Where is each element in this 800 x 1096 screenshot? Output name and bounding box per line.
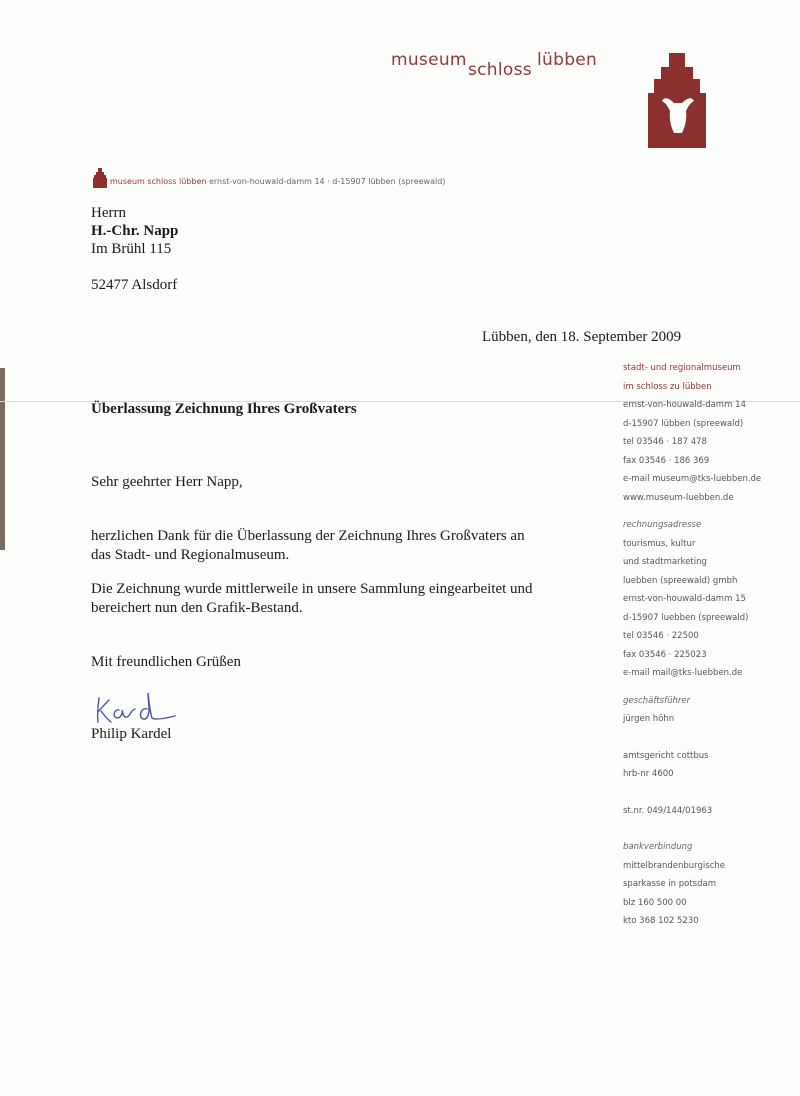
letter-closing: Mit freundlichen Grüßen [91, 654, 241, 670]
sidebar-manager-name: jürgen höhn [623, 714, 675, 724]
sidebar-billing-line: fax 03546 · 225023 [623, 649, 707, 660]
sidebar-line: e-mail museum@tks-luebben.de [623, 474, 762, 484]
sidebar-bank-line: mittelbrandenburgische [623, 860, 725, 871]
sidebar-billing-line: luebben (spreewald) gmbh [623, 575, 738, 586]
small-castle-icon [93, 168, 107, 188]
signatory-name: Philip Kardel [91, 726, 172, 742]
sidebar-billing-heading: rechnungsadresse [623, 520, 702, 530]
sidebar-tax-number: st.nr. 049/144/01963 [623, 805, 713, 816]
castle-logo-icon [648, 53, 706, 148]
sidebar-line: im schloss zu lübben [623, 381, 712, 392]
logo-word-museum: museum [391, 50, 467, 70]
sidebar-billing-line: d-15907 luebben (spreewald) [623, 612, 749, 623]
sidebar-line: tel 03546 · 187 478 [623, 437, 707, 447]
sidebar-line: www.museum-luebben.de [623, 492, 734, 503]
sidebar-line: fax 03546 · 186 369 [623, 455, 710, 466]
letter-subject: Überlassung Zeichnung Ihres Großvaters [91, 401, 357, 417]
logo-word-luebben: lübben [537, 50, 598, 70]
sidebar-line: d-15907 lübben (spreewald) [623, 418, 744, 429]
signature-mark [93, 690, 178, 726]
sidebar-line: stadt- und regionalmuseum [623, 363, 741, 373]
letter-greeting: Sehr geehrter Herr Napp, [91, 474, 243, 490]
sidebar-manager-heading: geschäftsführer [623, 695, 691, 706]
sidebar-line: ernst-von-houwald-damm 14 [623, 400, 746, 410]
sidebar-billing-line: tel 03546 · 22500 [623, 631, 699, 641]
sidebar-billing-line: tourismus, kultur [623, 538, 696, 549]
sidebar-bank-blz: blz 160 500 00 [623, 897, 687, 908]
paragraph-1-line-2: das Stadt- und Regionalmuseum. [91, 547, 290, 563]
sidebar-court-number: hrb-nr 4600 [623, 769, 674, 779]
paragraph-1 [91, 527, 525, 565]
recipient-street: Im Brühl 115 [91, 241, 172, 257]
logo-word-schloss: schloss [468, 60, 532, 80]
paragraph-2-line-1: Die Zeichnung wurde mittlerweile in unsere Sammlung eingearbeitet und [91, 581, 533, 597]
sidebar-bank-line: sparkasse in potsdam [623, 879, 716, 889]
sender-address: ernst-von-houwald-damm 14 · d-15907 lübben (spreewald) [208, 177, 446, 186]
sidebar-contact [623, 359, 798, 931]
sender-brand: museum schloss lübben [110, 177, 207, 186]
sidebar-court: amtsgericht cottbus [623, 750, 709, 761]
paragraph-2 [91, 580, 533, 618]
letter-date: Lübben, den 18. September 2009 [482, 329, 682, 345]
sidebar-billing-line: e-mail mail@tks-luebben.de [623, 668, 743, 678]
sidebar-billing-line: und stadtmarketing [623, 557, 707, 567]
recipient-city: 52477 Alsdorf [91, 277, 178, 293]
recipient-block [91, 204, 178, 294]
sender-line [110, 177, 445, 186]
paragraph-1-line-1: herzlichen Dank für die Überlassung der Zeichnung Ihres Großvaters an [91, 528, 525, 544]
recipient-name: H.-Chr. Napp [91, 223, 179, 239]
recipient-salutation: Herrn [91, 205, 126, 221]
sidebar-bank-heading: bankverbindung [623, 842, 693, 852]
sidebar-billing-line: ernst-von-houwald-damm 15 [623, 594, 746, 604]
sidebar-bank-kto: kto 368 102 5230 [623, 916, 699, 926]
scan-edge [0, 368, 5, 550]
paragraph-2-line-2: bereichert nun den Grafik-Bestand. [91, 600, 303, 616]
